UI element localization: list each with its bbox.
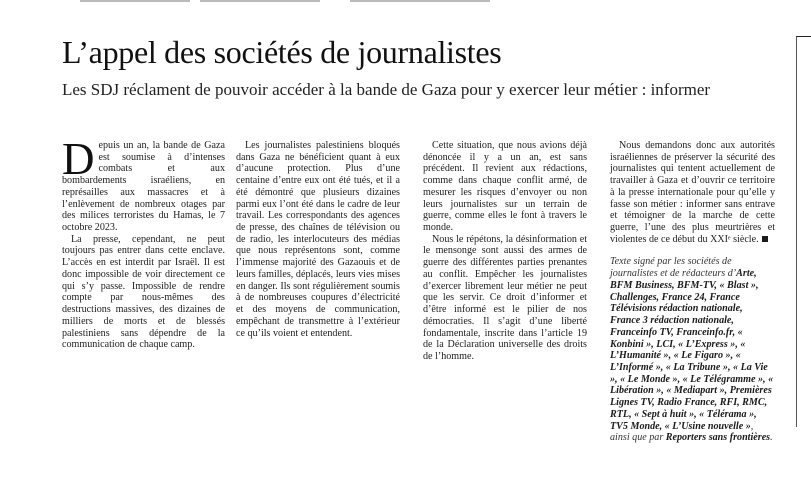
signature-intro: Texte signé par les sociétés de journalistes et de rédacteurs d’ [610, 256, 737, 280]
signatories-list: Arte, BFM Business, BFM-TV, « Blast », Challenges, France 24, France Télévisions rédaction nationale, France 3 rédaction nationale, Franceinfo TV, Franceinfo.fr, « Konbini », LCI, « L’Express », « L’Humanité », « Le Figaro », « L’Informé », « La Tribune », « La Vie », « Le Monde », « Le Télégramme », « Libération », « Mediapart », Premières Lignes TV, Radio France, RFI, RMC, RTL, « Sept à huit », « Télérama », TV5 Monde, « L’Usine nouvelle » [610, 268, 774, 432]
end-of-article-mark [762, 236, 768, 242]
last-signatory: Reporters sans frontières [665, 432, 771, 444]
text-column-2 [236, 140, 400, 339]
article-headline: L’appel des sociétés de journalistes [62, 34, 502, 70]
text-column-3 [423, 140, 587, 363]
paragraph-5: Nous le répétons, la désinformation et le mensonge sont aussi des armes de guerre des différentes parties prenantes au conflit. Empêcher les journalistes d’exercer librement leur métier ne peut que les servir. Ce droit d’informer et d’être informé est le pilier de nos démocraties. Il s’agit d’une liberté fondamentale, inscrite dans l’article 19 de la Déclaration universelle des droits de l’homme. [423, 233, 587, 362]
signature-block [610, 256, 775, 444]
paragraph-4: Cette situation, que nous avions déjà dénoncée il y a un an, est sans précédent. Il revient aux rédactions, comme dans chaque conflit armé, de mesurer les risques d’envoyer ou non leurs journalistes sur un terrain de guerre, comme elles le font à travers le monde. [423, 140, 587, 234]
drop-cap: D [62, 134, 95, 184]
paragraph-6-text: Nous demandons donc aux autorités israéliennes de préserver la sécurité des journalistes qui tentent actuellement de travailler à Gaza et d’ouvrir ce territoire à la presse internationale pour qu’elle y fasse son métier : informer sans entrave et témoigner de la marche de cette guerre, l’une des plus meurtrières et violentes de ce début du XXIᵉ siècle. [610, 140, 775, 245]
previous-page-text-fragment [0, 0, 811, 3]
paragraph-1 [62, 134, 225, 234]
signature-joiner: , ainsi que par [610, 420, 754, 444]
sidebar-frame [796, 36, 811, 427]
paragraph-2: La presse, cependant, ne peut toujours pas entrer dans cette enclave. L’accès en est interdit par Israël. Il est donc impossible de voir directement ce qui s’y passe. Impossible de rendre compte par nous-mêmes des destructions massives, des dizaines de milliers de morts et de blessés palestiniens sans dépendre de la communication de chaque camp. [62, 233, 225, 351]
text-column-4 [610, 140, 775, 444]
text-column-1 [62, 134, 225, 351]
paragraph-1-text: epuis un an, la bande de Gaza est soumise à d’intenses combats et aux bombardements israéliens, en représailles aux massacres et à l’enlèvement de nombreux otages par des milices terroristes du Hamas, le 7 octobre 2023. [62, 140, 225, 234]
paragraph-6 [610, 140, 775, 245]
signature-end: . [770, 432, 773, 444]
paragraph-3: Les journalistes palestiniens bloqués dans Gaza ne bénéficient quant à eux d’aucune protection. Plus d’une centaine d’entre eux ont été tués, et il a été démontré que plusieurs dizaines parmi eux l’ont été dans le cadre de leur travail. Les correspondants des agences de presse, des chaînes de télévision ou de radio, les interlocuteurs des médias que nous représentons sont, comme l’immense majorité des Gazaouis et de leurs familles, déplacés, leurs vies mises en danger. Ils sont régulièrement soumis à de nombreuses coupures d’électricité et des moyens de communication, empêchant de transmettre à l’extérieur ce qu’ils voient et entendent. [236, 140, 400, 339]
article-standfirst: Les SDJ réclament de pouvoir accéder à la bande de Gaza pour y exercer leur métier : informer [62, 80, 711, 99]
